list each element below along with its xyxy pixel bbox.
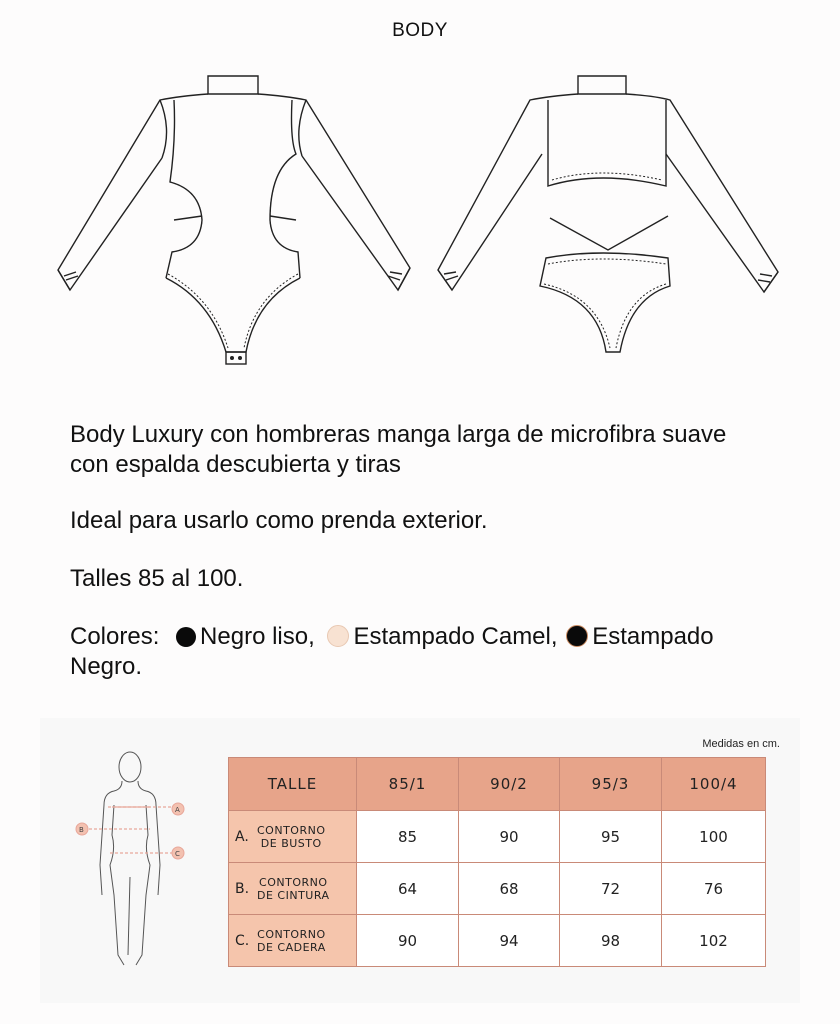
header-talle: TALLE (229, 758, 357, 811)
row-label-cadera: C. CONTORNO DE CADERA (229, 915, 357, 967)
table-cell: 100 (662, 811, 766, 863)
table-cell: 68 (459, 863, 560, 915)
back-view-sketch (430, 70, 800, 370)
color-swatch-negro (176, 627, 196, 647)
colors-tail: Negro. (70, 653, 143, 680)
measurement-figure (70, 745, 200, 975)
color-swatch-estampado-negro (566, 625, 588, 647)
page-title: BODY (392, 20, 448, 41)
table-cell: 64 (357, 863, 459, 915)
header-size-100: 100/4 (662, 758, 766, 811)
table-cell: 85 (357, 811, 459, 863)
size-table-header-row (229, 758, 766, 811)
marker-a: A (175, 806, 180, 814)
table-row (229, 811, 766, 863)
row-label-busto: A. CONTORNO DE BUSTO (229, 811, 357, 863)
table-cell: 95 (560, 811, 662, 863)
description-line-1: Body Luxury con hombreras manga larga de microfibra suave (70, 421, 727, 448)
marker-c: C (175, 850, 180, 858)
size-table (228, 757, 766, 967)
color-swatch-camel (327, 625, 349, 647)
table-cell: 76 (662, 863, 766, 915)
description-line-2: con espalda descubierta y tiras (70, 451, 401, 478)
table-row (229, 915, 766, 967)
product-description (70, 420, 770, 480)
table-cell: 102 (662, 915, 766, 967)
header-size-90: 90/2 (459, 758, 560, 811)
row-label-cintura: B. CONTORNO DE CINTURA (229, 863, 357, 915)
color-name-estampado: Estampado (592, 623, 714, 650)
color-name-negro: Negro liso, (200, 623, 315, 650)
front-view-sketch (50, 70, 420, 370)
table-cell: 90 (459, 811, 560, 863)
usage-note: Ideal para usarlo como prenda exterior. (70, 507, 488, 534)
color-name-camel: Estampado Camel, (353, 623, 558, 650)
table-cell: 90 (357, 915, 459, 967)
table-cell: 94 (459, 915, 560, 967)
marker-b: B (79, 826, 84, 834)
colors-label: Colores: (70, 623, 160, 650)
units-note: Medidas en cm. (702, 738, 780, 750)
colors-line (70, 622, 770, 682)
table-cell: 98 (560, 915, 662, 967)
header-size-95: 95/3 (560, 758, 662, 811)
header-size-85: 85/1 (357, 758, 459, 811)
table-cell: 72 (560, 863, 662, 915)
table-row (229, 863, 766, 915)
sizes-note: Talles 85 al 100. (70, 565, 244, 592)
